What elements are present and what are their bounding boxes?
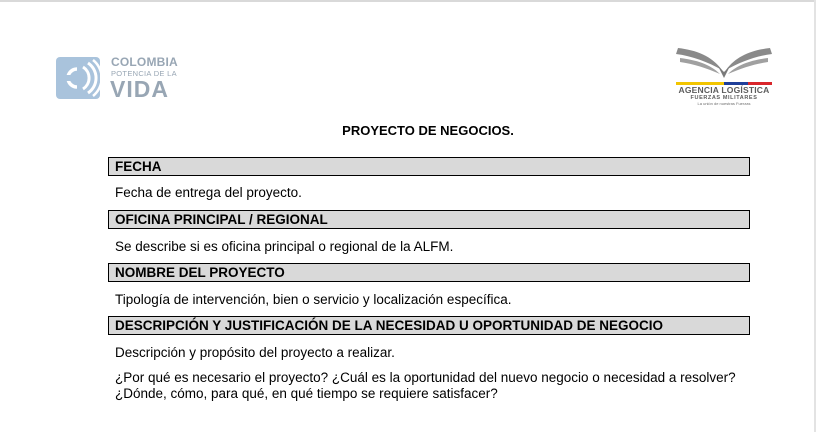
colombia-potencia-logo bbox=[56, 55, 186, 101]
agencia-logistica-logo bbox=[672, 44, 776, 106]
colombia-wave-icon bbox=[56, 57, 100, 99]
wings-icon bbox=[672, 44, 776, 84]
section-text-nombre: Tipología de intervención, bien o servicio y localización específica. bbox=[115, 292, 512, 307]
section-header-descripcion: DESCRIPCIÓN Y JUSTIFICACIÓN DE LA NECESIDAD U OPORTUNIDAD DE NEGOCIO bbox=[108, 316, 750, 335]
alfm-logo-line2: FUERZAS MILITARES bbox=[690, 95, 758, 101]
alfm-logo-tagline: La unión de nuestras Fuerzas bbox=[697, 101, 751, 106]
page-top-border bbox=[0, 0, 816, 2]
section-text-descripcion-questions: ¿Por qué es necesario el proyecto? ¿Cuál es la oportunidad del nuevo negocio o necesidad a resolver? ¿Dónde, cómo, para qué, en qué tiempo se requiere satisfacer? bbox=[115, 370, 736, 401]
section-header-nombre: NOMBRE DEL PROYECTO bbox=[108, 263, 750, 282]
colombia-logo-line3: VIDA bbox=[110, 76, 169, 102]
section-text-descripcion: Descripción y propósito del proyecto a realizar. bbox=[115, 345, 395, 360]
alfm-logo-line1: AGENCIA LOGÍSTICA bbox=[678, 85, 770, 95]
document-title: PROYECTO DE NEGOCIOS. bbox=[342, 123, 514, 138]
colombia-logo-line2: POTENCIA DE LA bbox=[111, 69, 177, 78]
section-text-oficina: Se describe si es oficina principal o regional de la ALFM. bbox=[115, 239, 454, 254]
colombia-logo-line1: COLOMBIA bbox=[111, 55, 178, 69]
section-header-fecha: FECHA bbox=[108, 157, 750, 176]
section-text-fecha: Fecha de entrega del proyecto. bbox=[115, 185, 302, 200]
section-header-oficina: OFICINA PRINCIPAL / REGIONAL bbox=[108, 210, 750, 229]
